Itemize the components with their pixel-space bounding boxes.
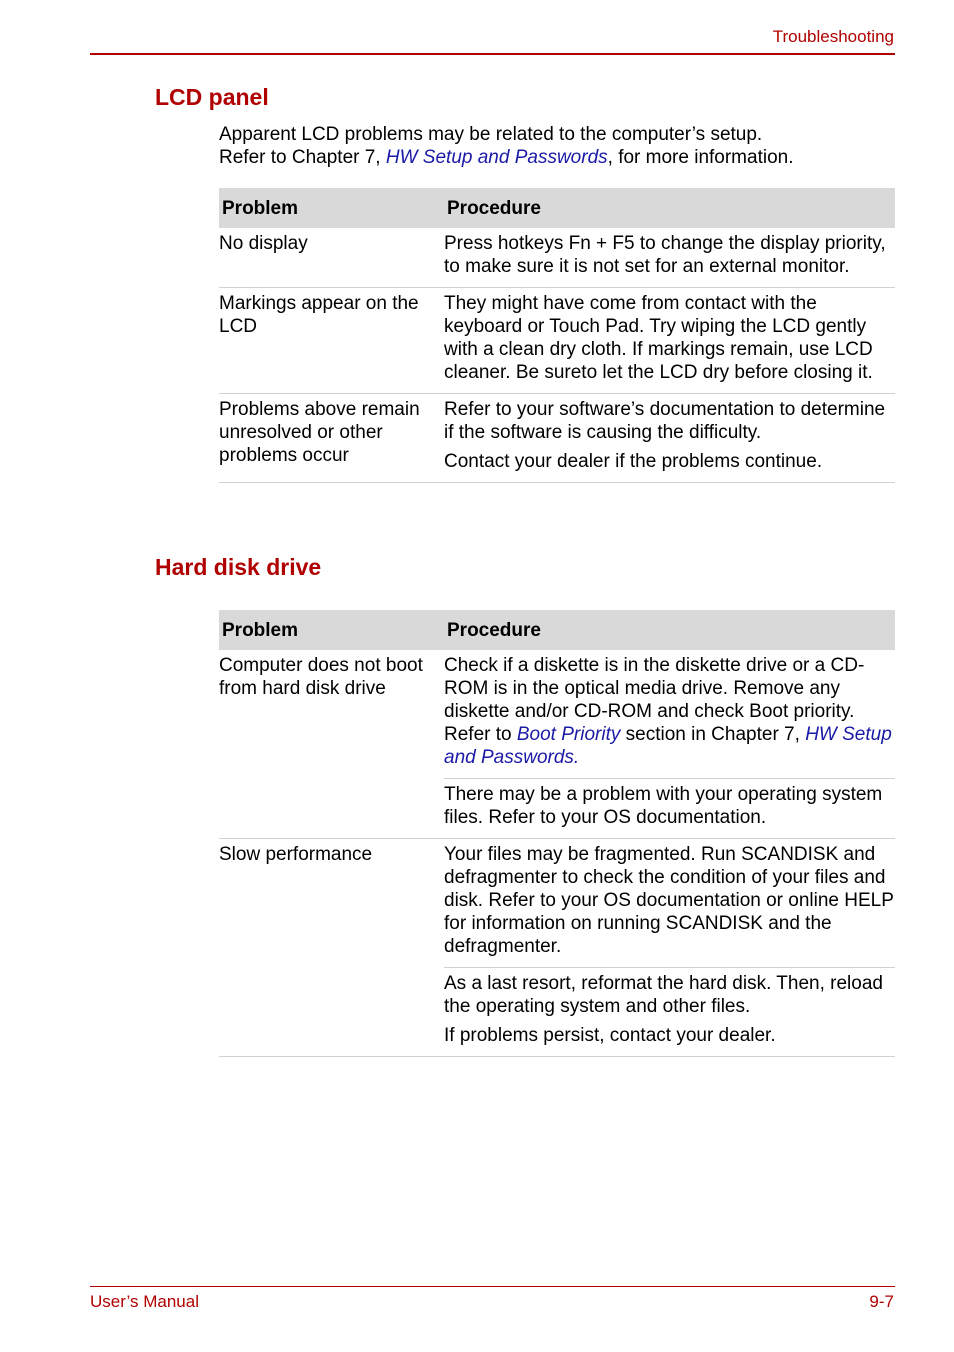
table-header-row — [219, 610, 895, 650]
running-header: Troubleshooting — [772, 27, 894, 46]
procedure-cell — [444, 650, 895, 779]
boot-priority-link[interactable]: Boot Priority — [516, 724, 621, 745]
column-header-procedure: Procedure — [444, 188, 895, 228]
intro-text-tail: , for more information. — [607, 147, 794, 168]
intro-text: Refer to Chapter 7, — [219, 147, 386, 168]
procedure-cell — [444, 779, 895, 839]
footer-manual-title: User’s Manual — [90, 1292, 199, 1311]
problem-cell: Computer does not boot from hard disk drive — [219, 650, 444, 839]
hard-disk-heading: Hard disk drive — [155, 554, 322, 580]
column-header-problem: Problem — [219, 610, 444, 650]
problem-cell: Slow performance — [219, 839, 444, 1057]
lcd-problem-table — [219, 188, 895, 483]
procedure-text: Contact your dealer if the problems continue. — [444, 451, 823, 472]
procedure-cell — [444, 839, 895, 968]
lcd-intro — [219, 123, 793, 169]
hw-setup-link[interactable]: HW Setup and Passwords — [444, 724, 892, 768]
column-header-procedure: Procedure — [444, 610, 895, 650]
procedure-cell — [444, 288, 895, 394]
procedure-text-part: Check if a diskette is in the diskette drive or a CD-ROM is in the optical media drive. Remove any diskette and/or CD-ROM and check Boot priority. Refer to — [444, 655, 865, 745]
header-rule — [90, 53, 895, 55]
procedure-text: Your files may be fragmented. Run SCANDISK and defragmenter to check the condition of your files and disk. Refer to your OS documentation or online HELP for information on running SCANDISK and the defragmenter. — [444, 844, 894, 957]
procedure-text — [444, 654, 895, 769]
procedure-text: There may be a problem with your operating system files. Refer to your OS documentation. — [444, 784, 883, 828]
procedure-text: If problems persist, contact your dealer. — [444, 1025, 776, 1046]
procedure-text: As a last resort, reformat the hard disk. Then, reload the operating system and other files. — [444, 973, 883, 1017]
lcd-panel-heading: LCD panel — [155, 84, 269, 110]
table-row — [219, 839, 895, 968]
procedure-text-part: section in Chapter 7, — [620, 724, 806, 745]
procedure-text-part: . — [573, 747, 580, 768]
procedure-text: Press hotkeys Fn + F5 to change the display priority, to make sure it is not set for an external monitor. — [444, 233, 886, 277]
table-row — [219, 288, 895, 394]
table-header-row — [219, 188, 895, 228]
hw-setup-link[interactable]: HW Setup and Passwords — [385, 147, 608, 168]
procedure-text: They might have come from contact with the keyboard or Touch Pad. Try wiping the LCD gently with a clean dry cloth. If markings remain, use LCD cleaner. Be sureto let the LCD dry before closing it. — [444, 293, 873, 383]
lcd-intro-line1: Apparent LCD problems may be related to the computer’s setup. — [219, 124, 763, 145]
table-row — [219, 228, 895, 288]
table-row — [219, 650, 895, 779]
procedure-text: Refer to your software’s documentation to determine if the software is causing the difficulty. — [444, 399, 886, 443]
page-number: 9-7 — [869, 1292, 894, 1311]
column-header-problem: Problem — [219, 188, 444, 228]
table-row — [219, 394, 895, 483]
hdd-problem-table — [219, 610, 895, 1057]
procedure-cell — [444, 968, 895, 1057]
problem-cell: Markings appear on the LCD — [219, 288, 444, 394]
procedure-cell — [444, 394, 895, 483]
problem-cell: Problems above remain unresolved or other problems occur — [219, 394, 444, 483]
problem-cell: No display — [219, 228, 444, 288]
lcd-intro-line2 — [219, 146, 793, 169]
footer-rule — [90, 1286, 895, 1287]
procedure-cell — [444, 228, 895, 288]
